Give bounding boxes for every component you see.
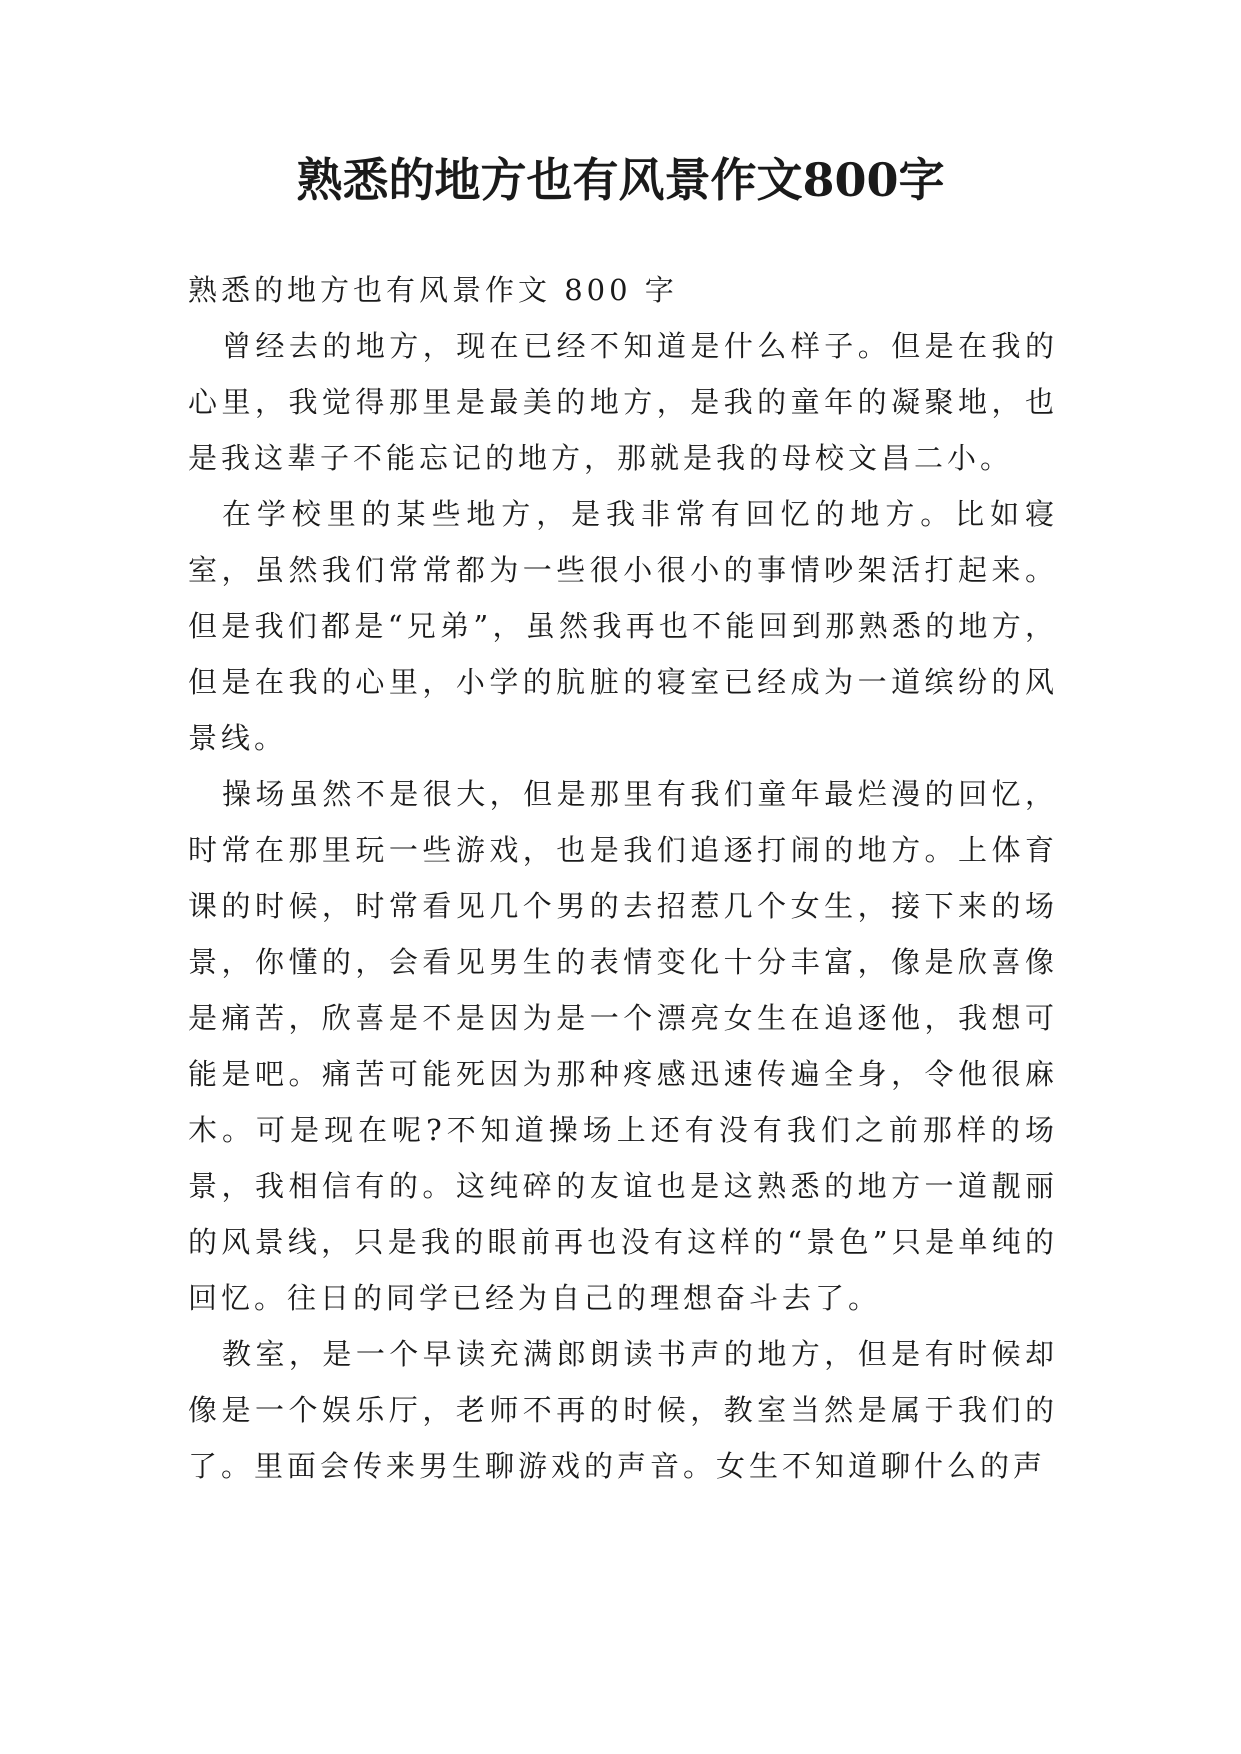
document-title: 熟悉的地方也有风景作文800字 bbox=[296, 153, 945, 207]
paragraph: 曾经去的地方，现在已经不知道是什么样子。但是在我的心里，我觉得那里是最美的地方，是我的童年的凝聚地，也是我这辈子不能忘记的地方，那就是我的母校文昌二小。 bbox=[188, 329, 1058, 475]
document-body bbox=[188, 262, 1058, 1494]
paragraph: 操场虽然不是很大，但是那里有我们童年最烂漫的回忆，时常在那里玩一些游戏，也是我们追逐打闹的地方。上体育课的时候，时常看见几个男的去招惹几个女生，接下来的场景，你懂的，会看见男生的表情变化十分丰富，像是欣喜像是痛苦，欣喜是不是因为是一个漂亮女生在追逐他，我想可能是吧。痛苦可能死因为那种疼感迅速传遍全身，令他很麻木。可是现在呢?不知道操场上还有没有我们之前那样的场景，我相信有的。这纯碎的友谊也是这熟悉的地方一道靓丽的风景线，只是我的眼前再也没有这样的“景色”只是单纯的回忆。往日的同学已经为自己的理想奋斗去了。 bbox=[188, 777, 1058, 1315]
document-subtitle: 熟悉的地方也有风景作文 800 字 bbox=[188, 273, 678, 307]
paragraph: 教室，是一个早读充满郎朗读书声的地方，但是有时候却像是一个娱乐厅，老师不再的时候，教室当然是属于我们的了。里面会传来男生聊游戏的声音。女生不知道聊什么的声 bbox=[188, 1337, 1058, 1483]
paragraph: 在学校里的某些地方，是我非常有回忆的地方。比如寝室，虽然我们常常都为一些很小很小的事情吵架活打起来。但是我们都是“兄弟”，虽然我再也不能回到那熟悉的地方，但是在我的心里，小学的肮脏的寝室已经成为一道缤纷的风景线。 bbox=[188, 497, 1058, 755]
